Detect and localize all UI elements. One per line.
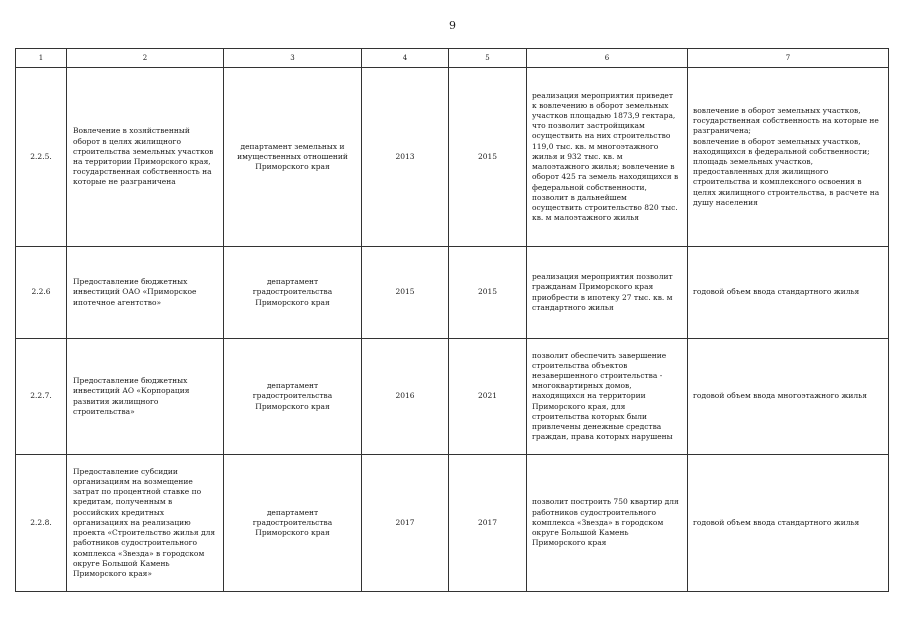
measure-name: Предоставление бюджетных инвестиций ОАО «Приморское ипотечное агентство» [67, 247, 224, 339]
executor: департамент градостроительства Приморского края [224, 247, 362, 339]
end-year: 2021 [449, 339, 527, 455]
column-header: 5 [449, 49, 527, 68]
executor: департамент градостроительства Приморского края [224, 339, 362, 455]
table-header-row [16, 49, 889, 68]
table-row [16, 68, 889, 247]
measure-name: Вовлечение в хозяйственный оборот в целях жилищного строительства земельных участков на территории Приморского края, государственная собственность на которые не разграничена [67, 68, 224, 247]
executor: департамент земельных и имущественных отношений Приморского края [224, 68, 362, 247]
indicator: годовой объем ввода стандартного жилья [688, 455, 889, 592]
column-header: 3 [224, 49, 362, 68]
start-year: 2017 [362, 455, 449, 592]
measure-name: Предоставление бюджетных инвестиций АО «Корпорация развития жилищного строительства» [67, 339, 224, 455]
start-year: 2016 [362, 339, 449, 455]
page-number: 9 [449, 19, 456, 32]
row-number: 2.2.8. [16, 455, 67, 592]
table-row [16, 455, 889, 592]
column-header: 2 [67, 49, 224, 68]
start-year: 2013 [362, 68, 449, 247]
column-header: 6 [527, 49, 688, 68]
column-header: 7 [688, 49, 889, 68]
row-number: 2.2.7. [16, 339, 67, 455]
column-header: 4 [362, 49, 449, 68]
column-header: 1 [16, 49, 67, 68]
indicator: годовой объем ввода многоэтажного жилья [688, 339, 889, 455]
end-year: 2015 [449, 247, 527, 339]
row-number: 2.2.6 [16, 247, 67, 339]
expected-result: реализация мероприятия позволит гражданам Приморского края приобрести в ипотеку 27 тыс. кв. м стандартного жилья [527, 247, 688, 339]
row-number: 2.2.5. [16, 68, 67, 247]
indicator: годовой объем ввода стандартного жилья [688, 247, 889, 339]
measure-name: Предоставление субсидии организациям на возмещение затрат по процентной ставке по кредитам, полученным в российских кредитных организациях на реализацию проекта «Строительство жилья для работников судостроительного комплекса «Звезда» в городском округе Большой Камень Приморского края» [67, 455, 224, 592]
expected-result: позволит построить 750 квартир для работников судостроительного комплекса «Звезда» в городском округе Большой Камень Приморского края [527, 455, 688, 592]
executor: департамент градостроительства Приморского края [224, 455, 362, 592]
indicator: вовлечение в оборот земельных участков, государственная собственность на которые не разграничена; вовлечение в оборот земельных участков, находящихся в федеральной собственности; площадь земельных участков, предоставленных для жилищного строительства и комплексного освоения в целях жилищного строительства, в расчете на душу населения [688, 68, 889, 247]
table-row [16, 247, 889, 339]
end-year: 2017 [449, 455, 527, 592]
expected-result: позволит обеспечить завершение строительства объектов незавершенного строительства - многоквартирных домов, находящихся на территории Приморского края, для строительства которых были привлечены денежные средства граждан, права которых нарушены [527, 339, 688, 455]
table-row [16, 339, 889, 455]
measures-table [15, 48, 889, 592]
end-year: 2015 [449, 68, 527, 247]
expected-result: реализация мероприятия приведет к вовлечению в оборот земельных участков площадью 1873,9 гектара, что позволит застройщикам осуществить на них строительство 119,0 тыс. кв. м многоэтажного жилья и 932 тыс. кв. м малоэтажного жилья; вовлечение в оборот 425 га земель находящихся в федеральной собственности, позволит в дальнейшем осуществить строительство 820 тыс. кв. м малоэтажного жилья [527, 68, 688, 247]
start-year: 2015 [362, 247, 449, 339]
